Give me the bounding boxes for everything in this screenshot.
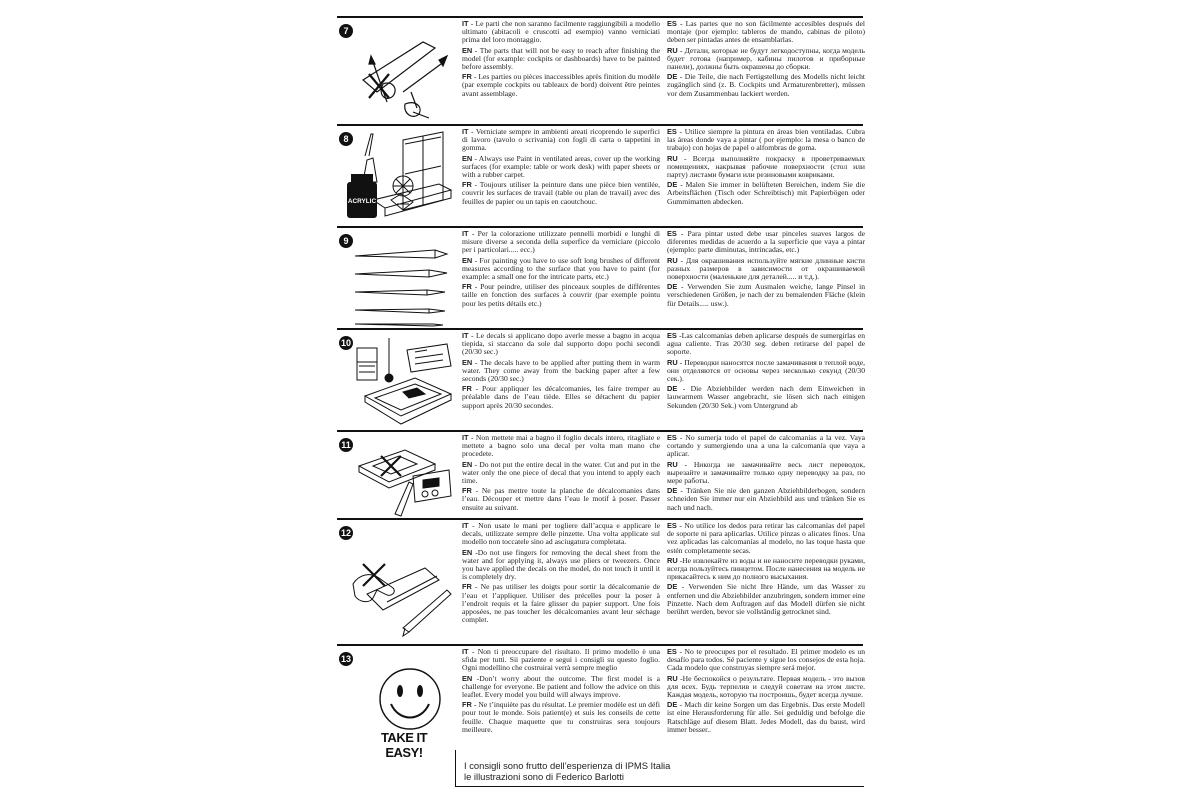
language-code: RU	[667, 555, 678, 565]
language-code: IT	[462, 332, 469, 340]
language-paragraph	[667, 155, 865, 180]
text-column-right	[667, 522, 865, 644]
step-10	[337, 330, 863, 430]
instruction-text: - Verwenden Sie zum Ausmalen weiche, lange Pinsel in verschiedenen Größen, je nach der zu bemalenden Fläche (klein für Details..... usw.).	[667, 282, 865, 308]
instruction-text: - Ne t’inquiète pas du résultat. Le premier modèle est un défi pour tout le monde. Sois patient(e) et suis les conseils de cette feuille. Chaque maquette que tu construiras sera toujours meilleure.	[462, 700, 660, 734]
instruction-text: - No utilice los dedos para retirar las calcomanías del papel de soporte ni para aplicarlas. Utilice pinzas o alicates finos. Una vez aplicadas las calcomanías al modelo, no las toque hasta que estén completamente secas.	[667, 522, 865, 555]
credits-line-2: le illustrazioni sono di Federico Barlotti	[464, 771, 624, 782]
instruction-text: - Ne pas utiliser les doigts pour sortir la décalcomanie de l’eau et l’appliquer. Utiliser des précelles pour la poser à l’endroit requis et la faire glisser du papier support. Une fois apposées, ne pas toucher les décalcomanies avant leur séchage complet.	[462, 582, 660, 625]
instruction-text: - Para pintar usted debe usar pinceles suaves largos de diferentes medidas de acuerdo a la superficie que vaya a pintar (ejemplo: parte diminutas, intrincadas, etc.)	[667, 230, 865, 255]
language-code: EN	[462, 459, 473, 469]
language-paragraph	[667, 487, 865, 512]
instruction-text: - Malen Sie immer in belüfteten Bereichen, indem Sie die Arbeitsflächen (Tisch oder Schreibtisch) mit Papierbögen oder Gummimatten abdecken.	[667, 180, 865, 206]
language-code: ES	[667, 128, 677, 136]
instruction-sheet	[337, 16, 863, 786]
language-code: IT	[462, 128, 469, 136]
text-column-right	[667, 332, 865, 430]
language-paragraph	[462, 128, 660, 153]
step-number: 10	[340, 338, 351, 348]
step-number: 13	[340, 654, 351, 664]
language-paragraph	[462, 283, 660, 308]
step-11	[337, 432, 863, 518]
language-paragraph	[462, 675, 660, 700]
language-code: FR	[462, 582, 472, 592]
instruction-text: - No sumerja todo el papel de calcomanías a la vez. Vaya cortando y sumergiendo una a una la calcomanía que vaya a aplicar.	[667, 434, 865, 459]
instruction-text: - For painting you have to use soft long brushes of different measures according to the surface that you have to paint (for example: a small one for the intricate parts, etc.)	[462, 255, 660, 282]
step-number: 11	[339, 438, 353, 452]
language-paragraph	[667, 332, 865, 357]
instruction-text: - Always use Paint in ventilated areas, cover up the working surfaces (for example: table or work desk) with paper sheets or with a rubber carpet.	[462, 153, 660, 180]
language-code: IT	[462, 648, 469, 656]
language-code: ES	[667, 332, 677, 340]
language-paragraph	[462, 20, 660, 45]
language-code: RU	[667, 673, 678, 683]
instruction-text: - The decals have to be applied after putting them in warm water. They come away from the backing paper after a few seconds (20/30 sec.)	[462, 357, 660, 384]
language-paragraph	[462, 230, 660, 255]
language-paragraph	[462, 434, 660, 459]
instruction-text: - Tränken Sie nie den ganzen Abziehbilderbogen, sondern schneiden Sie immer nur ein Abziehbild aus und tränken Sie es nach und nach.	[667, 486, 865, 512]
instruction-text: - Utilice siempre la pintura en áreas bien ventiladas. Cubra las áreas donde vaya a pintar ( por ejemplo: la mesa o banco de trabajo) con hojas de papel o alfombras de goma.	[667, 128, 865, 153]
instruction-text: - Le parti che non saranno facilmente raggiungibili a modello ultimato (abitacoli e cruscotti ad esempio) vanno verniciati prima del loro montaggio.	[462, 20, 660, 45]
language-paragraph	[462, 461, 660, 486]
instruction-text: - Mach dir keine Sorgen um das Ergebnis. Das erste Modell ist eine Herausforderung für alle. Sei geduldig und befolge die Ratschläge auf diesem Blatt. Jedes Modell, das du baust, wird immer besser..	[667, 700, 865, 734]
language-code: IT	[462, 20, 469, 28]
language-paragraph	[462, 701, 660, 734]
language-code: FR	[462, 180, 472, 190]
language-paragraph	[462, 549, 660, 582]
step-13	[337, 646, 865, 760]
language-code: FR	[462, 282, 472, 292]
language-code: IT	[462, 522, 469, 530]
step-number: 12	[340, 528, 351, 538]
language-code: RU	[667, 255, 678, 265]
language-code: DE	[667, 384, 678, 394]
take-it-easy-caption: TAKE IT EASY!	[380, 730, 428, 760]
language-paragraph	[462, 359, 660, 384]
step-number: 9	[339, 234, 353, 248]
language-code: DE	[667, 180, 678, 190]
text-column-left	[462, 128, 660, 226]
text-column-left	[462, 230, 660, 328]
instruction-text: - Pour appliquer les décalcomanies, les faire tremper au préalable dans de l’eau tiède. Elles se détachent du papier support après 20/30 secondes.	[462, 384, 660, 410]
instruction-text: -Не беспокойся о результате. Первая модель - это вызов для всех. Будь терпелив и следуй советам на этом листе. Каждая модель, которую ты построишь, будет всегда лучше.	[667, 673, 865, 700]
language-code: EN	[462, 673, 473, 683]
language-code: ES	[667, 434, 677, 442]
instruction-text: - Non usate le mani per togliere dall’acqua e applicare le decals, utilizzate sempre delle pinzette. Una volta applicate sul modello non toccatele sino ad asciugatura completata.	[462, 522, 660, 547]
instruction-text: - Verniciate sempre in ambienti areati ricoprendo le superfici di lavoro (tavolo o scrivania) con fogli di carta o tappetini in gomma.	[462, 128, 660, 153]
language-code: DE	[667, 72, 678, 82]
step-number: 8	[339, 132, 353, 146]
language-paragraph	[667, 47, 865, 72]
language-code: IT	[462, 230, 469, 238]
tweezers-illustration	[343, 524, 455, 642]
language-code: DE	[667, 282, 678, 292]
language-paragraph	[667, 128, 865, 153]
step-9	[337, 228, 863, 328]
instruction-text: - Переводки наносятся после замачивания в теплой воде, они отделяются от основы через несколько секунд (20/30 сек.).	[667, 357, 865, 384]
language-paragraph	[667, 557, 865, 582]
credits-box	[455, 750, 864, 787]
painting-cockpit-illustration	[343, 22, 455, 122]
language-paragraph	[667, 73, 865, 98]
language-paragraph	[667, 675, 865, 700]
instruction-text: - Les parties ou pièces inaccessibles après finition du modèle (par exemple cockpits ou tableaux de bord) doivent être peintes avant assemblage.	[462, 72, 660, 98]
instruction-text: - Die Teile, die nach Fertigstellung des Modells nicht leicht zugänglich sind (z. B. Cockpits und Armaturenbretter), müssen vor dem Zusammenbau lackiert werden.	[667, 72, 865, 98]
language-paragraph	[667, 230, 865, 255]
step-12	[337, 520, 863, 644]
instruction-text: - Verwenden Sie nicht Ihre Hände, um das Wasser zu entfernen und die Abziehbilder anzubringen, sondern immer eine Pinzette. Nach dem Auftragen auf das Modell dürfen sie nicht berührt werden, bevor sie vollständig getrocknet sind.	[667, 582, 865, 617]
language-code: RU	[667, 153, 678, 163]
instruction-text: - Per la colorazione utilizzate pennelli morbidi e lunghi di misure diverse a seconda della superfice da verniciare (piccolo per i particolari..... ecc.)	[462, 230, 660, 255]
language-paragraph	[667, 522, 865, 555]
language-code: DE	[667, 486, 678, 496]
ventilated-workspace-illustration	[343, 130, 455, 228]
instruction-text: - Non ti preoccupare del risultato. Il primo modello è una sfida per tutti. Sii paziente e segui i consigli su questo foglio. Ogni modellino che costruirai verrà sempre meglio	[462, 648, 660, 673]
language-code: ES	[667, 230, 677, 238]
text-column-left	[462, 522, 660, 644]
language-code: FR	[462, 700, 472, 710]
language-paragraph	[462, 648, 660, 673]
language-code: FR	[462, 72, 472, 82]
language-code: DE	[667, 582, 678, 592]
language-paragraph	[667, 181, 865, 206]
language-paragraph	[667, 648, 865, 673]
instruction-text: - Do not put the entire decal in the water. Cut and put in the water only the one piece of decal that you intend to apply each time.	[462, 459, 660, 486]
text-column-right	[667, 434, 865, 518]
brushes-illustration	[343, 232, 455, 330]
smiley-icon	[377, 666, 443, 732]
instruction-text: - Ne pas mettre toute la planche de décalcomanies dans l’eau. Découper et mettre dans l’eau le motif à poser. Passer ensuite au suivant.	[462, 486, 660, 512]
language-paragraph	[462, 487, 660, 512]
language-paragraph	[462, 522, 660, 547]
instruction-text: - Никогда не замачивайте весь лист переводок, вырезайте и замачивайте только одну переводку за раз, по мере работы.	[667, 459, 865, 486]
instruction-text: - Всегда выполняйте покраску в проветриваемых помещениях, накрывая рабочие поверхности (стол или парту) листами бумаги или резиновыми ковриками.	[667, 153, 865, 180]
language-paragraph	[667, 359, 865, 384]
language-code: ES	[667, 522, 677, 530]
text-column-left	[462, 648, 660, 750]
language-code: FR	[462, 384, 472, 394]
instruction-text: -Не извлекайте из воды и не наносите переводки руками, всегда пользуйтесь пинцетом. После нанесения на модель не прикасайтесь к ним до полного высыхания.	[667, 555, 865, 582]
language-paragraph	[462, 385, 660, 410]
language-code: ES	[667, 20, 677, 28]
language-code: EN	[462, 255, 473, 265]
acrylic-label: ACRYLIC	[347, 198, 377, 205]
language-paragraph	[462, 257, 660, 282]
language-paragraph	[667, 257, 865, 282]
instruction-text: - Pour peindre, utiliser des pinceaux souples de différentes taille en fonction des surfaces à couvrir (par exemple pointu pour les petits détails etc.)	[462, 282, 660, 308]
language-code: ES	[667, 648, 677, 656]
text-column-right	[667, 128, 865, 226]
instruction-text: - Детали, которые не будут легкодоступны, когда модель будет готова (например, кабины пилотов и приборные панели), должны быть окрашены до сборки.	[667, 45, 865, 72]
credits-line-1: I consigli sono frutto dell’esperienza di IPMS Italia	[464, 760, 671, 771]
instruction-text: - Для окрашивания используйте мягкие длинные кисти разных размеров в зависимости от окрашиваемой поверхности (маленькие для деталей..... и т.д.).	[667, 255, 865, 282]
text-column-left	[462, 434, 660, 518]
language-paragraph	[667, 385, 865, 410]
language-paragraph	[667, 461, 865, 486]
language-code: EN	[462, 357, 473, 367]
instruction-text: - Le decals si applicano dopo averle messe a bagno in acqua tiepida, si staccano da sole dal supporto dopo pochi secondi (20/30 sec.)	[462, 332, 660, 357]
text-column-right	[667, 648, 865, 750]
language-paragraph	[462, 181, 660, 206]
language-code: RU	[667, 357, 678, 367]
language-paragraph	[667, 434, 865, 459]
text-column-left	[462, 20, 660, 124]
language-paragraph	[462, 155, 660, 180]
instruction-text: - Las partes que no son fácilmente accesibles después del montaje (por ejemplo: tableros de mando, cabinas de piloto) deben ser pintadas antes de ensamblarlas.	[667, 20, 865, 45]
decal-soaking-illustration	[343, 334, 455, 432]
language-paragraph	[462, 583, 660, 624]
instruction-text: -Don’t worry about the outcome. The first model is a challenge for everyone. Be patient and follow the advice on this leaflet. Every model you build will always improve.	[462, 673, 660, 700]
language-paragraph	[462, 73, 660, 98]
language-code: RU	[667, 459, 678, 469]
instruction-text: - The parts that will not be easy to reach after finishing the model (for example: cockpits or dashboards) have to be painted before assembly.	[462, 45, 660, 72]
language-paragraph	[462, 47, 660, 72]
instruction-text: -Do not use fingers for removing the decal sheet from the water and for applying it, always use pliers or tweezers. Once you have applied the decals on the model, do not touch it until it is completely dry.	[462, 547, 660, 582]
step-number: 7	[339, 24, 353, 38]
text-column-right	[667, 20, 865, 124]
instruction-text: - Die Abziehbilder werden nach dem Einweichen in lauwarmem Wasser angebracht, sie lösen sich nach einigen Sekunden (20/30 Sek.) vom Untergrund ab	[667, 384, 865, 410]
instruction-text: - Non mettete mai a bagno il foglio decals intero, ritagliate e mettete a bagno solo una decal per volta man mano che procedete.	[462, 434, 660, 459]
instruction-text: - No te preocupes por el resultado. El primer modelo es un desafío para todos. Sé paciente y sigue los consejos de esta hoja. Cada modelo que construyas siempre será mejor.	[667, 648, 865, 673]
language-code: IT	[462, 434, 469, 442]
language-paragraph	[667, 283, 865, 308]
text-column-left	[462, 332, 660, 430]
language-code: RU	[667, 45, 678, 55]
cut-single-decal-illustration	[343, 436, 455, 520]
instruction-text: -Las calcomanías deben aplicarse después de sumergirlas en agua caliente. Tras 20/30 seg. deben retirarse del papel de soporte.	[667, 332, 865, 357]
language-code: FR	[462, 486, 472, 496]
step-8	[337, 126, 863, 226]
language-code: DE	[667, 700, 678, 710]
language-paragraph	[667, 20, 865, 45]
language-code: EN	[462, 153, 473, 163]
language-code: EN	[462, 45, 473, 55]
language-paragraph	[462, 332, 660, 357]
text-column-right	[667, 230, 865, 328]
instruction-text: - Toujours utiliser la peinture dans une pièce bien ventilée, couvrir les surfaces de travail (table ou plan de travail) avec des feuilles de papier ou un tapis en caoutchouc.	[462, 180, 660, 206]
language-paragraph	[667, 701, 865, 734]
step-7	[337, 18, 863, 124]
language-code: EN	[462, 547, 473, 557]
language-paragraph	[667, 583, 865, 616]
